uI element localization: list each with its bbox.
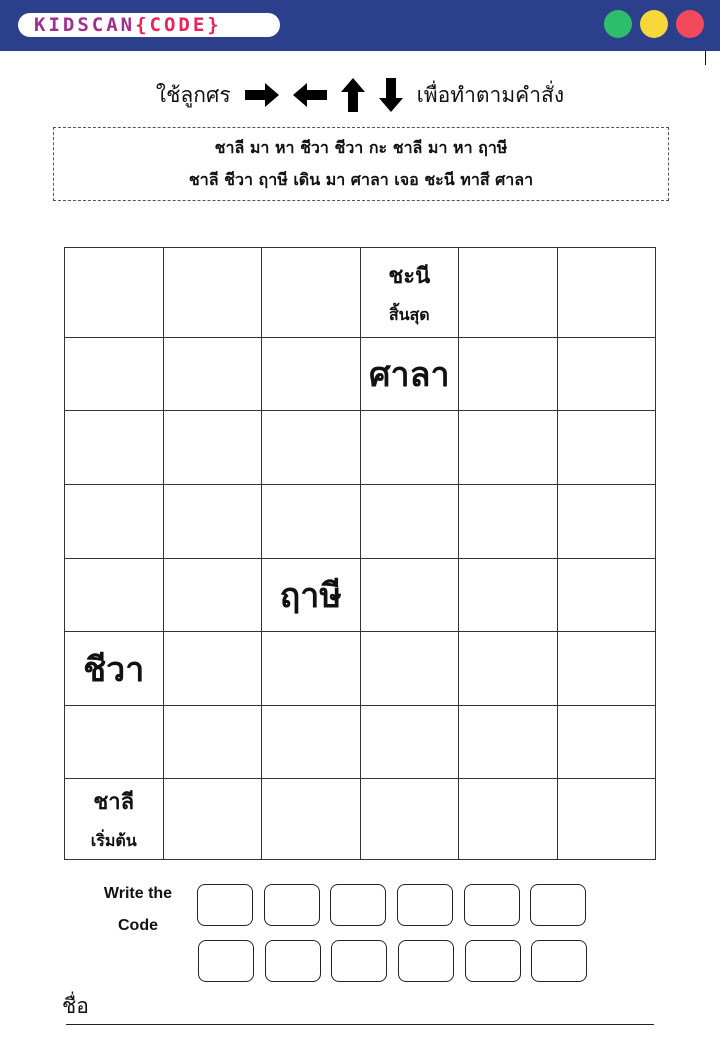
sala-word: ศาลา	[368, 355, 450, 395]
grid-cell	[557, 411, 656, 485]
grid-cell	[360, 411, 459, 485]
grid-row	[65, 706, 656, 779]
logo-main-text: KIDSCAN	[34, 14, 136, 36]
write-the-code-label	[88, 878, 188, 942]
grid-cell	[557, 338, 656, 411]
grid-cell	[163, 632, 262, 706]
code-box[interactable]	[530, 884, 586, 926]
code-box[interactable]	[330, 884, 386, 926]
grid-cell	[65, 411, 164, 485]
instruction-line	[0, 74, 720, 116]
code-box[interactable]	[197, 884, 253, 926]
grid-cell-ruesi	[262, 559, 361, 632]
start-label: เริ่มต้น	[90, 831, 137, 850]
grid-cell-end	[360, 248, 459, 338]
write-label-line-2: Code	[118, 917, 158, 934]
grid-cell	[65, 338, 164, 411]
code-box[interactable]	[265, 940, 321, 982]
grid-cell	[163, 338, 262, 411]
grid-cell	[459, 559, 558, 632]
code-box[interactable]	[198, 940, 254, 982]
end-label: สิ้นสุด	[388, 304, 430, 324]
grid-cell	[459, 248, 558, 338]
command-box	[53, 127, 669, 201]
grid-cell	[163, 706, 262, 779]
command-line-2: ชาลี ชีวา ฤาษี เดิน มา ศาลา เจอ ชะนี ทาสี ศาลา	[188, 170, 534, 189]
green-dot-icon	[604, 10, 632, 38]
code-box[interactable]	[264, 884, 320, 926]
chiwa-word: ชีวา	[83, 649, 145, 690]
grid-cell	[459, 338, 558, 411]
grid-cell	[360, 485, 459, 559]
yellow-dot-icon	[640, 10, 668, 38]
grid-cell	[163, 779, 262, 860]
grid-cell	[557, 706, 656, 779]
kidscancode-logo	[18, 13, 280, 37]
grid-cell	[262, 779, 361, 860]
down-arrow-icon	[379, 78, 403, 112]
grid-cell	[459, 485, 558, 559]
instruction-prefix: ใช้ลูกศร	[155, 82, 231, 107]
code-box[interactable]	[465, 940, 521, 982]
grid-cell	[65, 248, 164, 338]
grid-cell	[262, 632, 361, 706]
arrow-legend	[245, 78, 403, 112]
grid-cell	[557, 779, 656, 860]
grid-cell	[262, 706, 361, 779]
grid-cell-chiwa	[65, 632, 164, 706]
logo-code-text: {CODE}	[135, 14, 222, 36]
grid-cell	[163, 411, 262, 485]
grid-cell	[163, 485, 262, 559]
code-box[interactable]	[397, 884, 453, 926]
grid-cell	[262, 411, 361, 485]
start-word: ชาลี	[93, 789, 135, 815]
grid-cell	[557, 485, 656, 559]
grid-cell	[459, 411, 558, 485]
grid-row	[65, 485, 656, 559]
code-box[interactable]	[398, 940, 454, 982]
ruesi-word: ฤาษี	[279, 576, 342, 616]
grid-row	[65, 632, 656, 706]
command-line-1: ชาลี มา หา ชีวา ชีวา กะ ชาลี มา หา ฤาษี	[214, 138, 508, 157]
code-box[interactable]	[331, 940, 387, 982]
grid-row	[65, 248, 656, 338]
grid-cell	[459, 632, 558, 706]
grid-cell	[65, 559, 164, 632]
grid-cell	[459, 706, 558, 779]
grid-cell	[557, 632, 656, 706]
grid-cell	[557, 559, 656, 632]
code-box[interactable]	[464, 884, 520, 926]
up-arrow-icon	[341, 78, 365, 112]
grid-cell	[360, 779, 459, 860]
instruction-suffix: เพื่อทำตามคำสั่ง	[416, 82, 565, 107]
grid-cell	[360, 706, 459, 779]
corner-tick	[705, 51, 706, 65]
left-arrow-icon	[293, 83, 327, 107]
grid-cell	[360, 632, 459, 706]
grid-cell	[163, 559, 262, 632]
grid-cell	[360, 559, 459, 632]
grid-cell	[65, 485, 164, 559]
right-arrow-icon	[245, 83, 279, 107]
name-underline[interactable]	[66, 1024, 654, 1025]
grid-row	[65, 411, 656, 485]
red-dot-icon	[676, 10, 704, 38]
write-label-line-1: Write the	[103, 885, 173, 902]
grid-row	[65, 779, 656, 860]
end-word: ชะนี	[388, 262, 431, 289]
grid-cell	[459, 779, 558, 860]
grid-cell	[163, 248, 262, 338]
grid-cell	[557, 248, 656, 338]
grid-cell	[262, 338, 361, 411]
grid-cell-start	[65, 779, 164, 860]
grid-row	[65, 338, 656, 411]
grid-row	[65, 559, 656, 632]
grid-cell	[262, 248, 361, 338]
grid-cell-sala	[360, 338, 459, 411]
code-box[interactable]	[531, 940, 587, 982]
top-bar	[0, 0, 720, 51]
name-label: ชื่อ	[62, 994, 89, 1018]
grid-cell	[65, 706, 164, 779]
maze-grid	[64, 247, 656, 860]
grid-cell	[262, 485, 361, 559]
